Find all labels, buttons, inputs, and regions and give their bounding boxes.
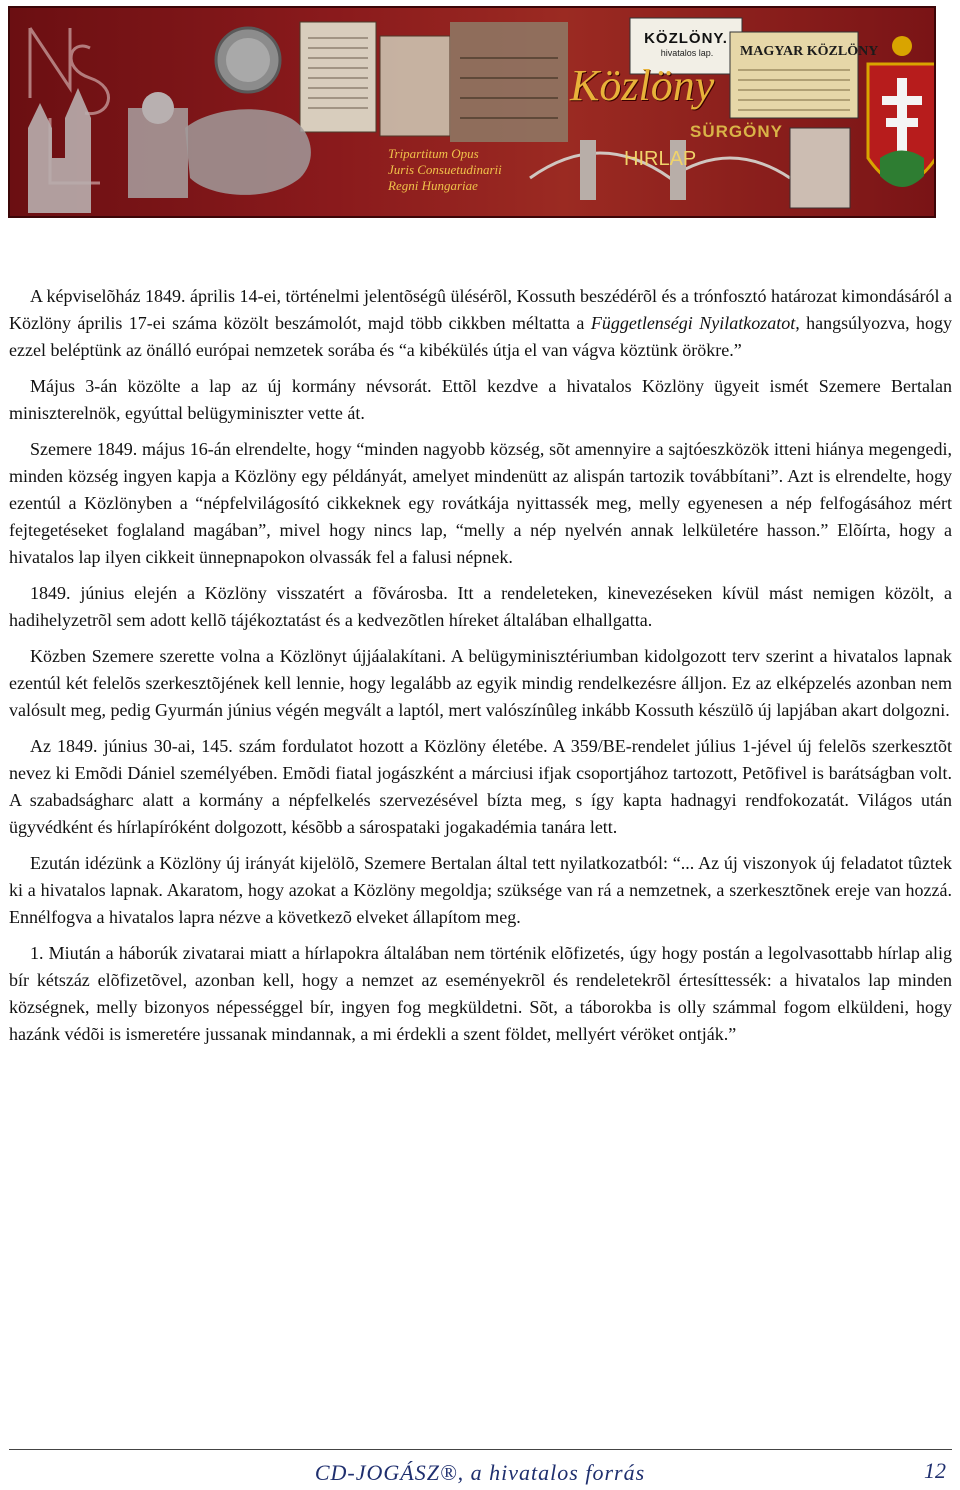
latin-line: Regni Hungariae [388,178,478,193]
paragraph: Közben Szemere szerette volna a Közlönyt újjáalakítani. A belügyminisztériumban kidolgozott terv szerint a hivatalos lapnak ezentúl két felelõs szerkesztõjének kell lennie, hogy legalább az egyik mindig rendelkezésre álljon. Ez az elképzelés azonban nem valósult meg, pedig Gyurmán június végén megvált a laptól, mert valószínûleg inkább Kossuth készülõ új lapjában akart dolgozni. [9,646,952,720]
paragraph: Ezután idézünk a Közlöny új irányát kijelölõ, Szemere Bertalan által tett nyilatkozatból: “... Az új viszonyok új feladatot tûztek ki a hivatalos lapnak. Akaratom, hogy azokat a Közlöny megoldja; szüksége van rá a nemzetnek, a szerkesztõnek ereje van hozzá. Ennélfogva a hivatalos lapra nézve a következõ elveket állapítom meg. [9,853,952,927]
paragraph [9,283,952,364]
latin-line: Juris Consuetudinarii [388,162,502,177]
paragraph: 1. Miután a háborúk zivatarai miatt a hírlapokra általában nem történik elõfizetés, úgy hogy postán a legolvasottabb hírlap alig bír kétszáz elõfizetõvel, azonban kell, hogy a nemzet az eseményekrõl és rendeletekrõl értesíttessék: a hivatalos lap minden községnek, melly bizonyos népességgel bír, ingyen fog megküldetni. Sõt, a táborokba is olly számmal fogom elküldeni, hogy hazánk védõi is ismeretére jussanak mindannak, a mi érdekli a szent földet, mellyért véröket ontják.” [9,943,952,1044]
footer-divider [9,1449,952,1450]
paragraph-text: A képviselõház 1849. április 14-ei, történelmi jelentõségû ülésérõl, Kossuth beszédérõl és a trónfosztó határozat kimondásáról a Közlöny április 17-ei száma közölt beszámolót, majd több cikkben méltatta a [9,286,952,333]
paragraph: Az 1849. június 30-ai, 145. szám fordulatot hozott a Közlöny életébe. A 359/BE-rendelet július 1-jével új felelõs szerkesztõt nevez ki Emõdi Dániel személyében. Emõdi fiatal jogászként a márciusi ifjak csoportjához tartozott, Petõfivel is barátságban volt. A szabadságharc alatt a kormány a népfelkelés szervezésével bízta meg, s így kapta hadnagyi rendfokozatát. Világos után ügyvédként és hírlapíróként dolgozott, késõbb a sárospataki jogakadémia tanára lett. [9,736,952,837]
newspaper-kozlony-masthead: KÖZLÖNY. [644,30,728,47]
banner-hirlap-label: HIRLAP [624,148,697,170]
banner-title: Közlöny [570,61,715,110]
paragraph: Szemere 1849. május 16-án elrendelte, hogy “minden nagyobb község, sõt amennyire a sajtóeszközök itteni hiánya megengedi, minden község ingyen kapja a Közlöny egy példányát, amelyet mindenütt az alispán tartozik továbbítani”. Azt is elrendelte, hogy ezentúl a Közlönyben a “népfelvilágosító cikkeknek egy rovátkája nyittassék meg, melly egyenesen a nép felfogásához mért fejtegetéseket foglaland magában”, mivel hogy nincs lap, “melly a nép nyelvén annak lelkületére hasson.” Elõírta, hogy a hivatalos lap ilyen cikkeit ünnepnapokon olvassák fel a falusi népnek. [9,439,952,567]
paragraph-text: hangsúlyozva, hogy ezzel beléptünk az önálló európai nemzetek sorába és “a kibékülés útja el van vágva köztünk örökre.” [9,313,952,360]
paragraph: Május 3-án közölte a lap az új kormány névsorát. Ettõl kezdve a hivatalos Közlöny ügyeit ismét Szemere Bertalan miniszterelnök, egyúttal belügyminiszter vette át. [9,376,952,423]
footer-title: CD-JOGÁSZ®, a hivatalos forrás [314,1460,646,1485]
header-banner [8,6,936,218]
paragraph: 1849. június elején a Közlöny visszatért a fõvárosba. Itt a rendeleteken, kinevezéseken kívül mást nemigen közölt, a hadihelyzetrõl sem adott kellõ tájékoztatást és a kedvezõtlen híreket általában elhallgatta. [9,583,952,630]
article-body [9,283,952,1057]
page-number: 12 [924,1458,946,1483]
latin-line: Tripartitum Opus [388,146,479,161]
banner-surgony-label: SÜRGÖNY [690,122,783,141]
newspaper-magyar-kozlony-masthead: MAGYAR KÖZLÖNY [740,44,879,59]
newspaper-kozlony-subtitle: hivatalos lap. [660,48,714,58]
banner-latin-inscription [388,146,558,194]
emphasis-text: Függetlenségi Nyilatkozatot, [590,313,800,333]
